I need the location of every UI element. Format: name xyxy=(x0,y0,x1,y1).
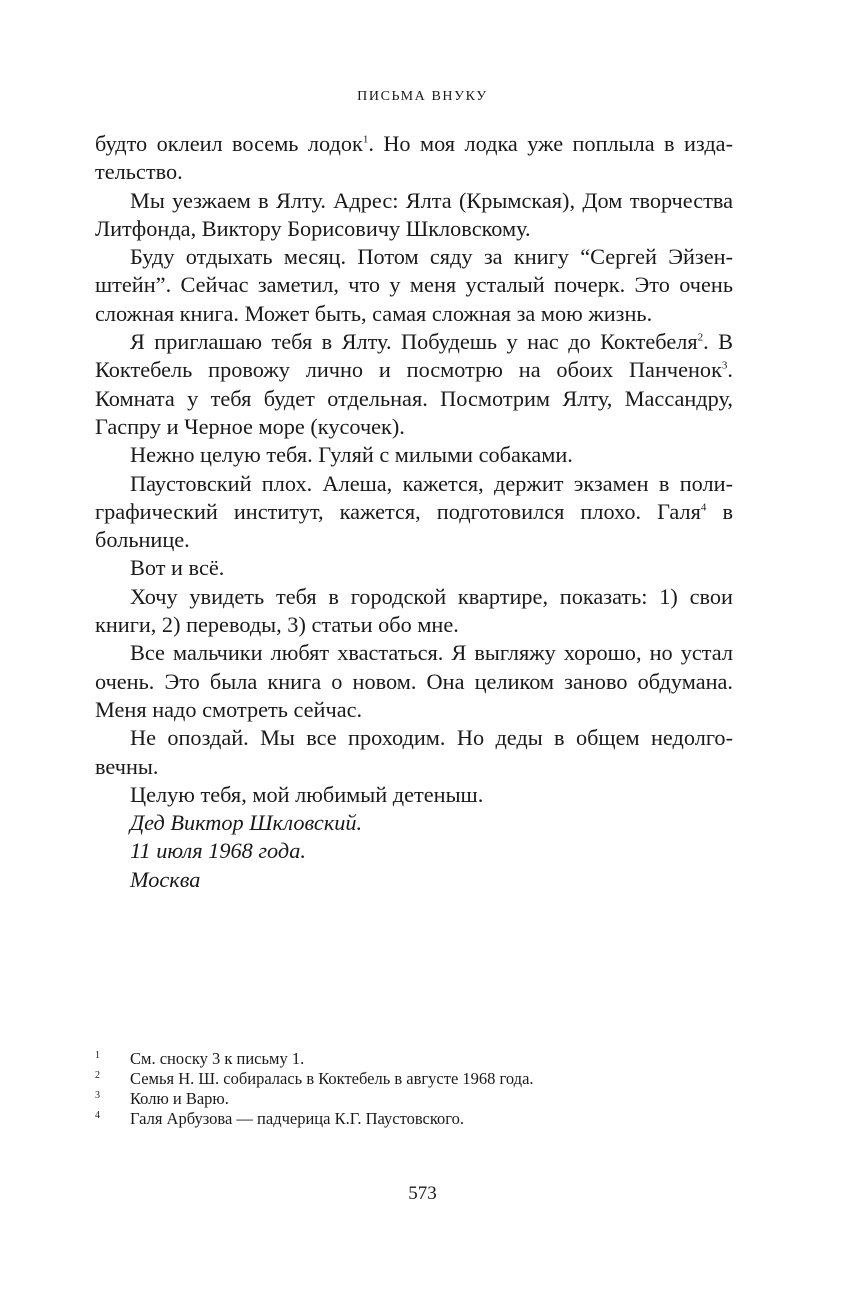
paragraph-6-text: Паустовский плох. Алеша, кажется, держит экзамен в полиграфический институт, кажется, подготовился плохо. Галя xyxy=(95,470,733,524)
footnote-1 xyxy=(95,1049,735,1069)
footnote-2 xyxy=(95,1069,735,1089)
paragraph-9: Все мальчики любят хвастаться. Я выгляжу хорошо, но устал очень. Это была книга о новом. Она целиком заново обдумана. Меня надо смотреть сейчас. xyxy=(95,640,733,722)
footnote-1-text: См. сноску 3 к письму 1. xyxy=(130,1049,305,1068)
footnotes xyxy=(95,1049,735,1129)
paragraph-4 xyxy=(95,328,733,441)
signature-place: Москва xyxy=(130,866,201,892)
paragraph-3: Буду отдыхать месяц. Потом сяду за книгу “Сергей Эйзенштейн”. Сейчас заметил, что у меня усталый почерк. Это очень сложная книга. Может быть, самая сложная за мою жизнь. xyxy=(95,244,733,326)
footnote-3-number: 3 xyxy=(95,1090,100,1101)
paragraph-7: Вот и всё. xyxy=(130,555,225,581)
footnote-ref-4: 4 xyxy=(700,501,707,514)
footnote-3 xyxy=(95,1089,735,1109)
footnote-ref-2: 2 xyxy=(697,331,704,344)
paragraph-6 xyxy=(95,470,733,555)
paragraph-10: Не опоздай. Мы все проходим. Но деды в общем недолговечны. xyxy=(95,725,733,779)
footnote-1-number: 1 xyxy=(95,1050,100,1061)
footnote-ref-3: 3 xyxy=(721,359,728,372)
paragraph-5: Нежно целую тебя. Гуляй с милыми собаками. xyxy=(130,442,573,468)
footnote-3-text: Колю и Варю. xyxy=(130,1089,229,1108)
signature-date: 11 июля 1968 года. xyxy=(130,838,306,864)
paragraph-11: Целую тебя, мой любимый детеныш. xyxy=(130,781,484,807)
footnote-2-number: 2 xyxy=(95,1070,100,1081)
running-head: ПИСЬМА ВНУКУ xyxy=(357,89,488,104)
footnote-ref-1: 1 xyxy=(362,133,369,146)
paragraph-4-tail2: . Комната у тебя будет отдельная. Посмотрим Ялту, Массандру, Гаспру и Черное море (кусочек). xyxy=(95,357,733,439)
paragraph-1 xyxy=(95,130,733,187)
page-number: 573 xyxy=(408,1183,437,1204)
letter-body xyxy=(95,130,733,894)
paragraph-4-tail: . В Коктебель провожу лично и посмотрю на обоих Панченок xyxy=(95,329,733,383)
footnote-4-number: 4 xyxy=(95,1110,100,1121)
footnote-2-text: Семья Н. Ш. собиралась в Коктебель в августе 1968 года. xyxy=(130,1069,534,1088)
footnote-4-text: Галя Арбузова — падчерица К.Г. Паустовского. xyxy=(130,1109,465,1128)
paragraph-1-tail: . Но моя лодка уже поплыла в издательство. xyxy=(95,131,733,185)
paragraph-2: Мы уезжаем в Ялту. Адрес: Ялта (Крымская), Дом творчества Литфонда, Виктору Борисовичу Шкловскому. xyxy=(95,187,733,241)
paragraph-6-tail: в больнице. xyxy=(95,498,733,553)
signature-name: Дед Виктор Шкловский. xyxy=(130,810,363,836)
paragraph-1-text: будто оклеил восемь лодок xyxy=(95,131,363,156)
paragraph-8: Хочу увидеть тебя в городской квартире, показать: 1) свои книги, 2) переводы, 3) статьи обо мне. xyxy=(95,583,733,638)
paragraph-4-text: Я приглашаю тебя в Ялту. Побудешь у нас до Коктебеля xyxy=(130,329,698,355)
footnote-4 xyxy=(95,1109,735,1129)
